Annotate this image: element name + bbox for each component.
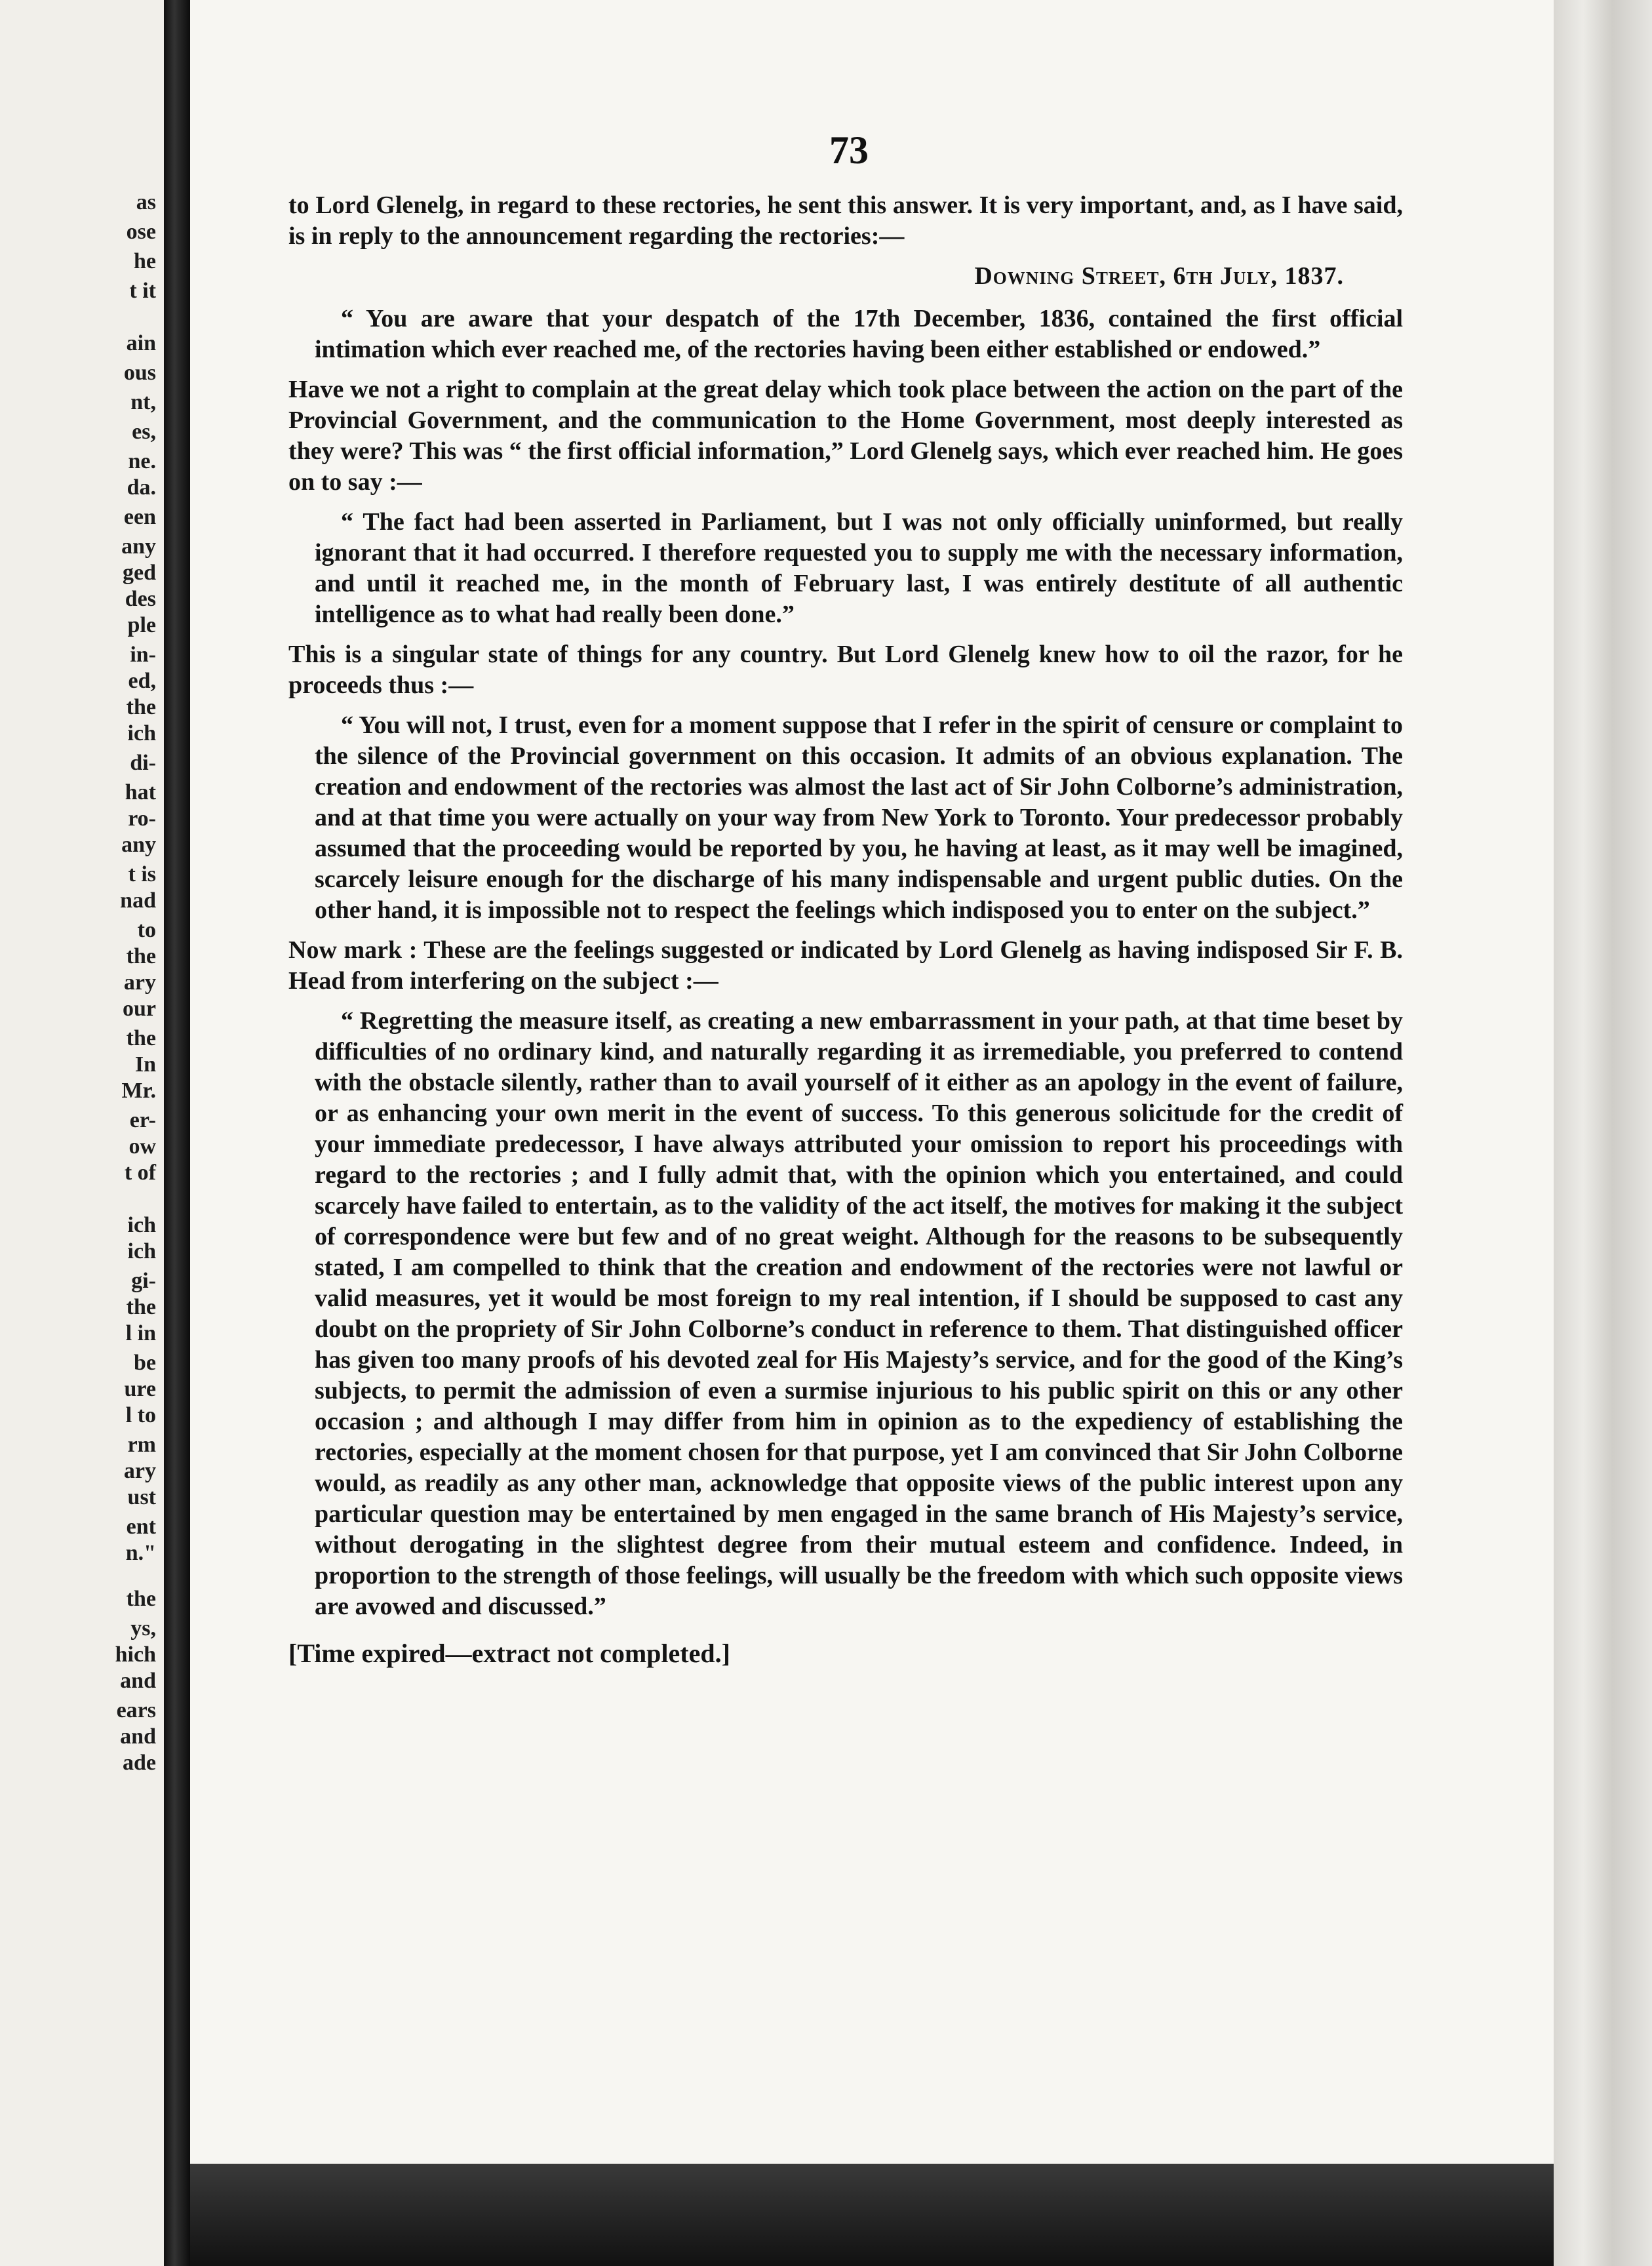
margin-fragment: ain [126,331,156,355]
margin-fragment: any [121,534,156,559]
margin-fragment: the [126,1026,156,1050]
margin-fragment: ade [123,1751,156,1775]
paragraph: Now mark : These are the feelings suggested or indicated by Lord Glenelg as having indisposed Sir F. B. Head from interfering on the subject :— [288,936,1403,995]
margin-fragment: in- [130,643,156,667]
margin-fragment: to [137,918,156,942]
margin-fragment: l to [125,1403,156,1427]
paragraph: to Lord Glenelg, in regard to these rectories, he sent this answer. It is very important, and, as I have said, is in reply to the announcement regarding the rectories:— [288,191,1403,250]
book-gutter [164,0,190,2266]
margin-fragment: nt, [130,390,156,414]
margin-fragment: nad [120,888,156,913]
margin-fragment: he [134,249,156,273]
margin-fragment: l in [125,1321,156,1345]
margin-fragment: ure [124,1377,156,1401]
margin-fragment: any [121,833,156,857]
margin-fragment: er- [129,1108,156,1132]
margin-fragment: be [134,1351,156,1375]
paragraph: This is a singular state of things for any country. But Lord Glenelg knew how to oil the razor, for he proceeds thus :— [288,641,1403,699]
margin-fragment: di- [130,751,156,775]
margin-fragment: ust [127,1485,156,1509]
margin-fragment: hich [115,1642,156,1667]
dateline: Downing Street, 6th July, 1837. [974,262,1344,290]
margin-fragment: ed, [128,669,156,693]
adjacent-page-sliver [0,0,164,2266]
page-bottom-shadow [190,2164,1554,2266]
margin-fragment: and [120,1724,156,1749]
margin-fragment: n." [125,1541,156,1565]
margin-fragment: ous [123,361,156,385]
margin-fragment: t of [124,1161,156,1185]
quoted-passage: “ The fact had been asserted in Parliament, but I was not only officially uninformed, but really ignorant that it had occurred. I therefore requested you to supply me with the necessary information, and until it reached me, in the month of February last, I was entirely destitute of all authentic intelligence as to what had really been done.” [315,508,1403,628]
page-text [288,190,1403,1678]
margin-fragment: rm [127,1433,156,1457]
margin-fragment: the [126,1295,156,1319]
margin-fragment: the [126,944,156,968]
margin-fragment: een [123,505,156,529]
margin-fragment: ys, [130,1616,156,1640]
margin-fragment: the [126,1587,156,1611]
margin-fragment: ple [127,613,156,637]
margin-fragment: ow [128,1134,156,1159]
margin-fragment: our [123,997,156,1021]
margin-fragment: hat [125,780,156,805]
margin-fragment: ne. [128,449,156,473]
margin-fragment: da. [127,475,156,500]
margin-fragment: ary [123,1459,156,1483]
margin-fragment: ose [126,220,156,244]
margin-fragment: ich [127,1213,156,1237]
margin-fragment: ears [116,1698,156,1722]
margin-fragment: ich [127,721,156,745]
margin-fragment: es, [132,420,156,444]
quoted-passage: “ Regretting the measure itself, as creating a new embarrassment in your path, at that time beset by difficulties of no ordinary kind, and naturally regarding it as irremediable, you preferred to contend with the obstacle silently, rather than to avail yourself of it either as an apology in the event of failure, or as enhancing your own merit in the event of success. To this generous solicitude for the credit of your immediate predecessor, I have always attributed your omission to report his proceedings with regard to the rectories ; and I fully admit that, with the opinion which you entertained, and could scarcely have failed to entertain, as to the validity of the act itself, the motives for making it the subject of correspondence were but few and of no great weight. Although for the reasons to be subsequently stated, I am compelled to think that the creation and endowment of the rectories were not lawful or valid measures, yet it would be most foreign to my real intention, if I should be supposed to cast any doubt on the propriety of Sir John Colborne’s conduct in reference to them. That distinguished officer has given too many proofs of his devoted zeal for His Majesty’s service, and for the good of the King’s subjects, to permit the admission of even a surmise injurious to his public spirit on this or any other occasion ; and although I may differ from him in opinion as to the expediency of establishing the rectories, especially at the moment chosen for that purpose, yet I am convinced that Sir John Colborne would, as readily as any other man, acknowledge that opposite views of the public interest upon any particular question may be entertained by men engaged in the same branch of His Majesty’s service, without derogating in the slightest degree from their mutual esteem and confidence. Indeed, in proportion to the strength of those feelings, will usually be the freedom with which such opposite views are avowed and discussed.” [315,1007,1403,1620]
margin-fragment: gi- [131,1269,156,1293]
margin-fragment: ged [123,561,156,585]
margin-fragment: t it [129,279,156,303]
margin-fragment: des [125,587,156,611]
quoted-passage: “ You are aware that your despatch of the 17th December, 1836, contained the first official intimation which ever reached me, of the rectories having been either established or endowed.” [315,305,1403,363]
margin-fragment: t is [128,862,156,886]
page-edge [1554,0,1652,2266]
margin-fragment: the [126,695,156,719]
margin-fragment: as [136,190,156,214]
margin-fragment: In [134,1052,156,1077]
margin-fragment: ich [127,1239,156,1263]
margin-fragment: ary [123,970,156,995]
quoted-passage: “ You will not, I trust, even for a moment suppose that I refer in the spirit of censure or complaint to the silence of the Provincial government on this occasion. It admits of an obvious explanation. The creation and endowment of the rectories was almost the last act of Sir John Colborne’s administration, and at that time you were actually on your way from New York to Toronto. Your predecessor probably assumed that the proceeding would be reported by you, he having at least, as it may well be imagined, scarcely leisure enough for the discharge of his many indispensable and urgent public duties. On the other hand, it is impossible not to respect the feelings which indisposed you to enter on the subject.” [315,711,1403,924]
closing-note: [Time expired—extract not completed.] [288,1639,730,1668]
margin-fragment: Mr. [121,1079,156,1103]
margin-fragment: ent [126,1515,156,1539]
margin-fragment: and [120,1669,156,1693]
page-number: 73 [829,129,869,172]
paragraph: Have we not a right to complain at the great delay which took place between the action on the part of the Provincial Government, and the communication to the Home Government, most deeply interested as they were? This was “ the first official information,” Lord Glenelg says, which ever reached him. He goes on to say :— [288,376,1403,496]
margin-fragment: ro- [128,806,156,831]
